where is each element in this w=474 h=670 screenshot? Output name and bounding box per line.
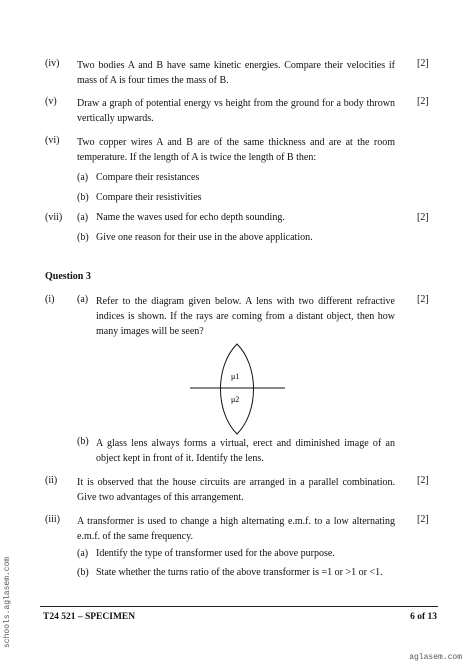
sub-label: (a) bbox=[77, 172, 89, 183]
item-text: It is observed that the house circuits are arranged in a parallel combination. Give two advantages of this arrangement. bbox=[77, 477, 395, 503]
sub-label: (a) bbox=[77, 294, 89, 305]
lens-diagram bbox=[185, 342, 290, 437]
footer-paper-code: T24 521 – SPECIMEN bbox=[43, 612, 136, 622]
item-number: (i) bbox=[45, 294, 55, 305]
item-text: Two copper wires A and B are of the same thickness and are at the room temperature. If the length of A is twice the length of B then: bbox=[77, 137, 395, 163]
lens-outline bbox=[221, 344, 254, 434]
footer-rule bbox=[40, 606, 438, 607]
item-text: Two bodies A and B have same kinetic energies. Compare their velocities if mass of A is four times the mass of B. bbox=[77, 60, 395, 86]
sub-label: (b) bbox=[77, 192, 89, 203]
sub-label: (b) bbox=[77, 232, 89, 243]
marks: [2] bbox=[417, 58, 429, 69]
marks: [2] bbox=[417, 96, 429, 107]
sub-label: (b) bbox=[77, 436, 89, 447]
marks: [2] bbox=[417, 475, 429, 486]
sub-text: State whether the turns ratio of the above transformer is =1 or >1 or <1. bbox=[96, 567, 383, 578]
item-number: (v) bbox=[45, 96, 57, 107]
mu2-label: μ2 bbox=[231, 395, 240, 404]
item-number: (vi) bbox=[45, 135, 60, 146]
bottom-watermark: aglasem.com bbox=[409, 653, 462, 662]
sub-label: (a) bbox=[77, 548, 89, 559]
sub-text: Identify the type of transformer used for the above purpose. bbox=[96, 548, 335, 559]
item-number: (iv) bbox=[45, 58, 60, 69]
item-number: (ii) bbox=[45, 475, 58, 486]
marks: [2] bbox=[417, 212, 429, 223]
sub-label: (a) bbox=[77, 212, 89, 223]
footer-page-number: 6 of 13 bbox=[410, 612, 437, 622]
sub-text: Refer to the diagram given below. A lens with two different refractive indices is shown. If the rays are coming from a distant object, then how many images will be seen? bbox=[96, 296, 395, 337]
side-watermark: schools.aglasem.com bbox=[3, 556, 12, 648]
sub-label: (b) bbox=[77, 567, 89, 578]
item-text: A transformer is used to change a high alternating e.m.f. to a low alternating e.m.f. of the same frequency. bbox=[77, 516, 395, 542]
sub-text: A glass lens always forms a virtual, erect and diminished image of an object kept in front of it. Identify the lens. bbox=[96, 438, 395, 464]
sub-text: Compare their resistivities bbox=[96, 192, 202, 203]
sub-text: Name the waves used for echo depth sounding. bbox=[96, 212, 285, 223]
sub-text: Compare their resistances bbox=[96, 172, 200, 183]
sub-text: Give one reason for their use in the above application. bbox=[96, 232, 313, 243]
item-number: (vii) bbox=[45, 212, 63, 223]
question-heading: Question 3 bbox=[45, 271, 91, 282]
item-text: Draw a graph of potential energy vs height from the ground for a body thrown vertically upwards. bbox=[77, 98, 395, 124]
marks: [2] bbox=[417, 514, 429, 525]
item-number: (iii) bbox=[45, 514, 60, 525]
mu1-label: μ1 bbox=[231, 372, 240, 381]
marks: [2] bbox=[417, 294, 429, 305]
